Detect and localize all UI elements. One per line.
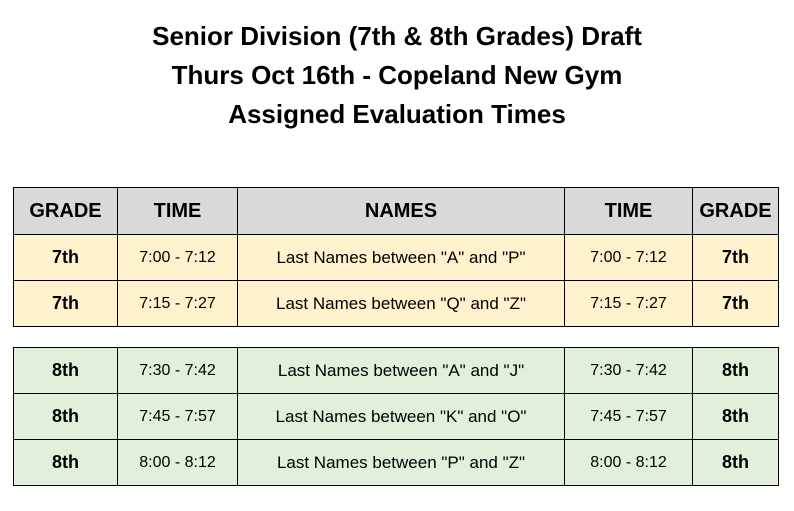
- grade-cell: 7th: [14, 281, 118, 327]
- grade-cell-right: 7th: [693, 281, 779, 327]
- grade-cell: 7th: [14, 235, 118, 281]
- time-cell-right: 7:30 - 7:42: [565, 348, 693, 394]
- column-header-grade-right: GRADE: [693, 188, 779, 235]
- table-row: [14, 440, 779, 486]
- time-cell: 7:30 - 7:42: [118, 348, 238, 394]
- names-cell: Last Names between "K" and "O": [238, 394, 565, 440]
- grade-cell: 8th: [14, 440, 118, 486]
- title-block: [0, 17, 794, 134]
- title-line-1: Senior Division (7th & 8th Grades) Draft: [152, 21, 642, 51]
- time-cell-right: 7:15 - 7:27: [565, 281, 693, 327]
- names-cell: Last Names between "A" and "P": [238, 235, 565, 281]
- grade7-schedule-table: [13, 187, 779, 327]
- grade-cell-right: 8th: [693, 394, 779, 440]
- names-cell: Last Names between "Q" and "Z": [238, 281, 565, 327]
- grade-cell-right: 8th: [693, 440, 779, 486]
- title-line-3: Assigned Evaluation Times: [228, 99, 566, 129]
- table-row: [14, 235, 779, 281]
- names-cell: Last Names between "P" and "Z": [238, 440, 565, 486]
- column-header-grade: GRADE: [14, 188, 118, 235]
- column-header-names: NAMES: [238, 188, 565, 235]
- grade8-schedule-table: [13, 347, 779, 486]
- table-row: [14, 394, 779, 440]
- time-cell: 7:00 - 7:12: [118, 235, 238, 281]
- time-cell-right: 7:00 - 7:12: [565, 235, 693, 281]
- time-cell: 7:45 - 7:57: [118, 394, 238, 440]
- table-row: [14, 281, 779, 327]
- column-header-time-right: TIME: [565, 188, 693, 235]
- names-cell: Last Names between "A" and "J": [238, 348, 565, 394]
- time-cell: 7:15 - 7:27: [118, 281, 238, 327]
- time-cell-right: 7:45 - 7:57: [565, 394, 693, 440]
- title-line-2: Thurs Oct 16th - Copeland New Gym: [171, 60, 623, 90]
- grade-cell: 8th: [14, 394, 118, 440]
- grade-cell-right: 7th: [693, 235, 779, 281]
- time-cell-right: 8:00 - 8:12: [565, 440, 693, 486]
- time-cell: 8:00 - 8:12: [118, 440, 238, 486]
- header-row: [14, 188, 779, 235]
- table-row: [14, 348, 779, 394]
- grade-cell: 8th: [14, 348, 118, 394]
- column-header-time: TIME: [118, 188, 238, 235]
- grade-cell-right: 8th: [693, 348, 779, 394]
